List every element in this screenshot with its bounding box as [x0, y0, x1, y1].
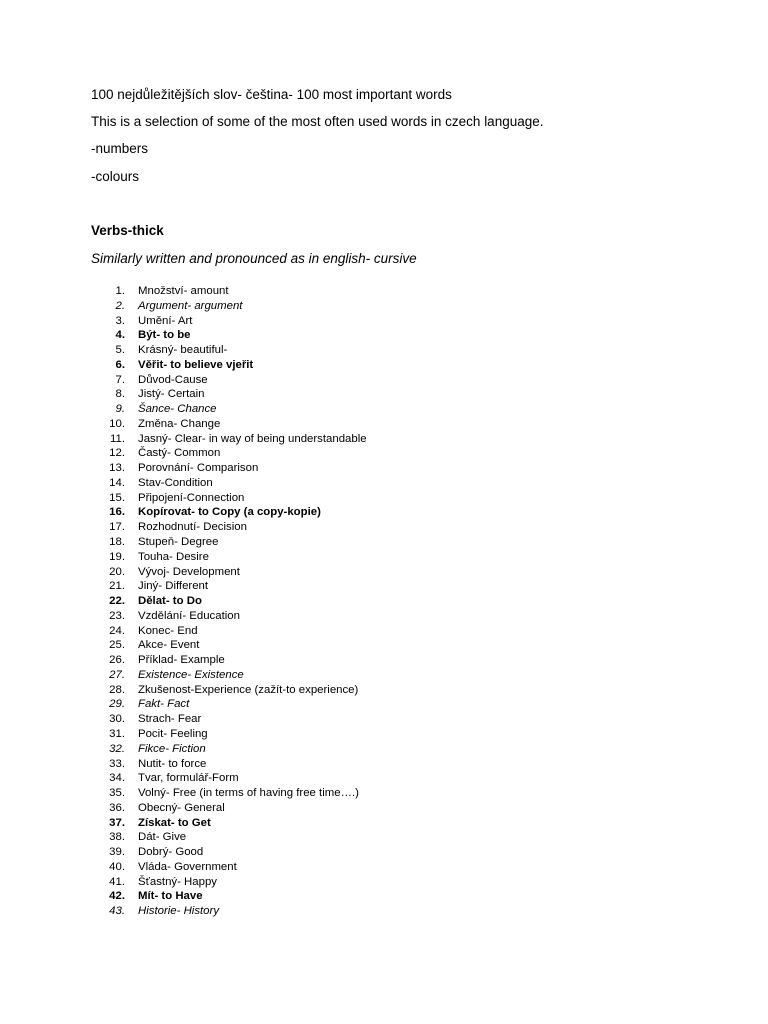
list-item-number: 32.: [109, 742, 125, 755]
list-item-number: 26.: [109, 654, 125, 667]
list-item-text: Strach- Fear: [138, 713, 202, 726]
list-item-text: Získat- to Get: [138, 816, 211, 829]
list-item-number: 13.: [109, 462, 125, 475]
list-item-number: 40.: [109, 860, 125, 873]
list-item-text: Tvar, formulář-Form: [138, 772, 239, 785]
list-item-number: 5.: [115, 344, 125, 357]
list-item-number: 9.: [115, 403, 125, 416]
list-item-number: 42.: [109, 890, 125, 903]
list-item-number: 14.: [109, 476, 125, 489]
topic-numbers: -numbers: [91, 141, 149, 156]
list-item-number: 38.: [109, 831, 125, 844]
list-item-number: 30.: [109, 713, 125, 726]
list-item-number: 16.: [109, 506, 125, 519]
list-item-number: 6.: [115, 358, 125, 371]
list-item-number: 19.: [109, 550, 125, 563]
list-item-number: 41.: [109, 875, 125, 888]
list-item-text: Jistý- Certain: [138, 388, 205, 401]
list-item-text: Šance- Chance: [138, 403, 217, 416]
section-subheading: Similarly written and pronounced as in english- cursive: [91, 251, 417, 266]
list-item-text: Konec- End: [138, 624, 198, 637]
list-item-number: 31.: [109, 727, 125, 740]
list-item-text: Častý- Common: [138, 447, 221, 460]
list-item-text: Stupeň- Degree: [138, 536, 219, 549]
list-item-number: 4.: [115, 329, 125, 342]
list-item-number: 11.: [110, 432, 125, 445]
list-item-text: Rozhodnutí- Decision: [138, 521, 247, 534]
section-heading: Verbs-thick: [91, 223, 164, 238]
list-item-text: Vláda- Government: [138, 860, 237, 873]
list-item-text: Množství- amount: [138, 285, 229, 297]
list-item-text: Obecný- General: [138, 801, 225, 814]
list-item-number: 29.: [109, 698, 125, 711]
list-item-text: Historie- History: [138, 905, 220, 918]
list-item-text: Argument- argument: [138, 299, 243, 312]
list-item-number: 22.: [109, 595, 125, 608]
list-item-text: Být- to be: [138, 329, 191, 342]
list-item-number: 10.: [109, 417, 125, 430]
list-item-number: 33.: [109, 757, 125, 770]
list-item-text: Důvod-Cause: [138, 373, 208, 386]
list-item-text: Připojení-Connection: [138, 491, 245, 504]
list-item-text: Šťastný- Happy: [138, 875, 217, 888]
list-item-number: 21.: [109, 580, 125, 593]
list-item-text: Fikce- Fiction: [138, 742, 206, 755]
list-item-number: 27.: [109, 668, 125, 681]
list-item-text: Touha- Desire: [138, 550, 209, 563]
list-item-number: 37.: [109, 816, 125, 829]
list-item-number: 43.: [109, 905, 125, 918]
list-item-number: 18.: [109, 536, 125, 549]
list-item-text: Porovnání- Comparison: [138, 462, 259, 475]
list-item-number: 34.: [109, 772, 125, 785]
list-item-number: 23.: [109, 609, 125, 622]
list-item-text: Krásný- beautiful-: [138, 344, 228, 357]
list-item-number: 7.: [115, 373, 125, 386]
list-item-number: 24.: [109, 624, 125, 637]
list-item-text: Dát- Give: [138, 831, 187, 844]
list-item-text: Dobrý- Good: [138, 846, 204, 859]
list-item-text: Stav-Condition: [138, 476, 213, 489]
list-item-text: Vzdělání- Education: [138, 609, 240, 622]
list-item-number: 20.: [109, 565, 125, 578]
list-item-number: 12.: [109, 447, 125, 460]
list-item-text: Vývoj- Development: [138, 565, 240, 578]
list-item-number: 3.: [115, 314, 125, 327]
list-item-text: Kopírovat- to Copy (a copy-kopie): [138, 506, 321, 519]
list-item-text: Pocit- Feeling: [138, 727, 208, 740]
list-item-text: Existence- Existence: [138, 668, 244, 681]
list-item-text: Jasný- Clear- in way of being understandable: [138, 432, 367, 445]
list-item-number: 28.: [109, 683, 125, 696]
list-item-text: Nutit- to force: [138, 757, 207, 770]
list-item-text: Dělat- to Do: [138, 595, 202, 608]
list-item-text: Volný- Free (in terms of having free time….): [138, 787, 359, 800]
list-item-number: 35.: [109, 787, 125, 800]
list-item-text: Příklad- Example: [138, 654, 225, 667]
list-item-number: 36.: [109, 801, 125, 814]
list-item-text: Mít- to Have: [138, 890, 203, 903]
list-item-number: 8.: [115, 388, 125, 401]
intro-text: This is a selection of some of the most often used words in czech language.: [91, 114, 544, 129]
list-item-text: Změna- Change: [138, 417, 221, 430]
list-item-text: Věřit- to believe vjeřit: [138, 358, 254, 371]
list-item-number: 15.: [109, 491, 125, 504]
list-item-number: 39.: [109, 846, 125, 859]
topic-colours: -colours: [91, 169, 140, 184]
list-item-text: Umění- Art: [138, 314, 193, 327]
list-item-text: Akce- Event: [138, 639, 200, 652]
list-item-text: Fakt- Fact: [138, 698, 190, 711]
list-item-number: 17.: [109, 521, 125, 534]
document-title: 100 nejdůležitějších slov- čeština- 100 most important words: [91, 87, 452, 102]
list-item-number: 2.: [115, 299, 125, 312]
list-item-number: 25.: [109, 639, 125, 652]
list-item-text: Jiný- Different: [138, 580, 209, 593]
list-item-text: Zkušenost-Experience (zažít-to experience): [138, 683, 359, 696]
list-item-number: 1.: [115, 285, 125, 297]
